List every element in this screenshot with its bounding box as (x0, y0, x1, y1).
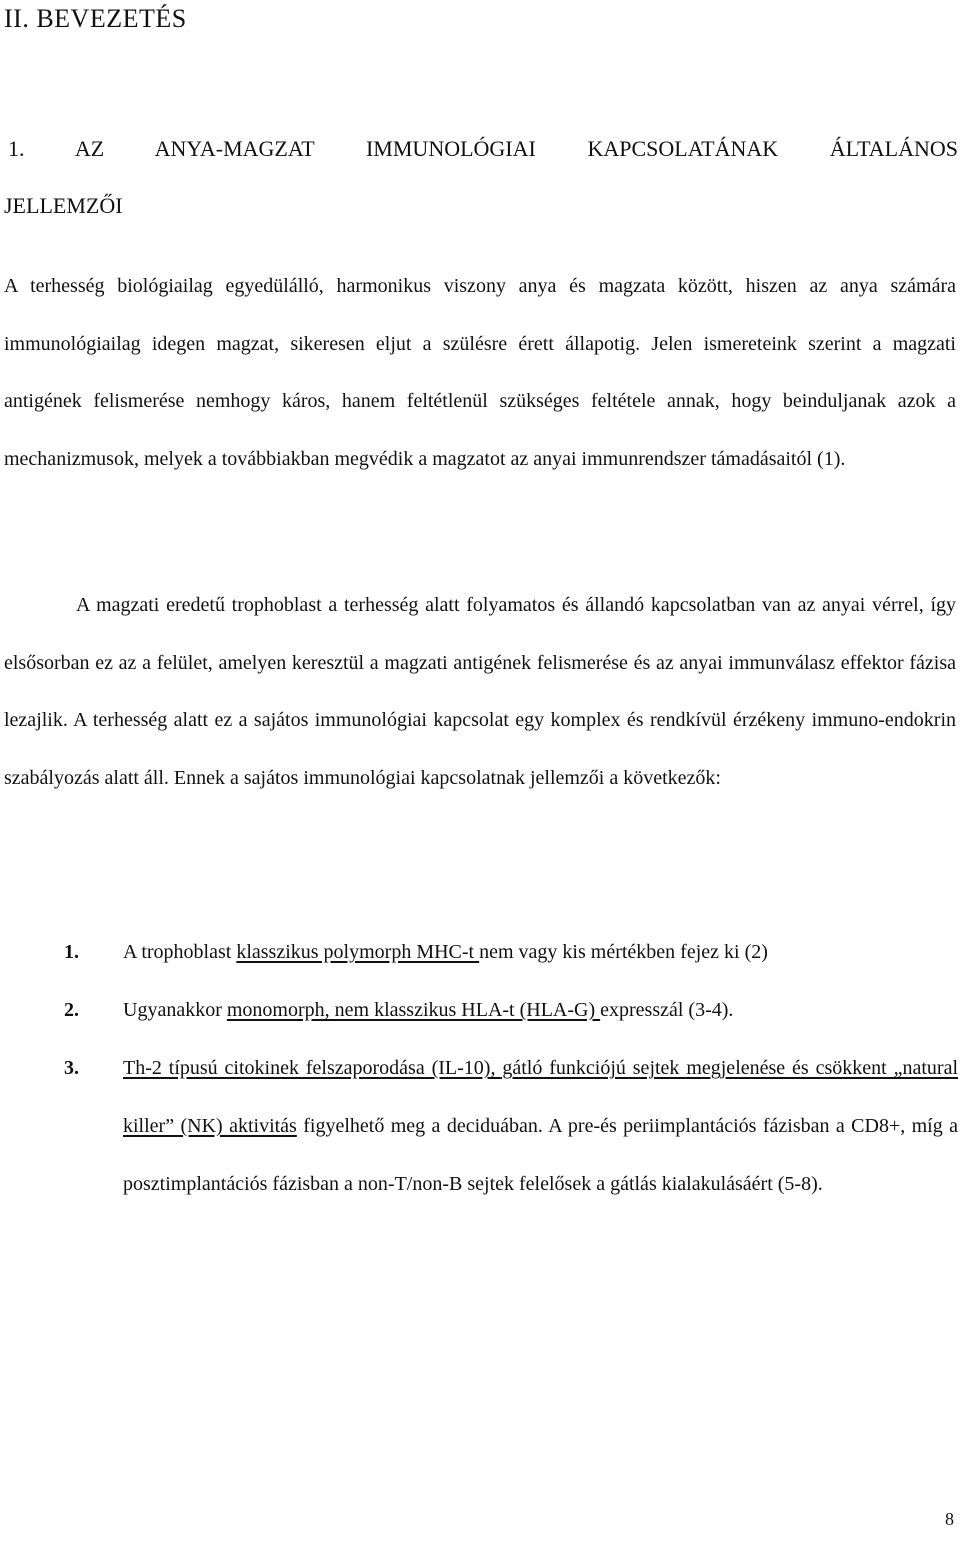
chapter-title: II. BEVEZETÉS (4, 4, 187, 33)
list-item-number: 1. (64, 941, 79, 963)
list-item-number: 2. (64, 999, 79, 1021)
list-item (0, 981, 958, 1039)
list-item-text: figyelhető meg a deciduában. A pre-és periimplantációs fázisban a CD8+, míg a posztimplantációs fázisban a non-T/non-B sejtek felelősek a gátlás kialakulásáért (5-8). (123, 1115, 959, 1195)
list-item-text: expresszál (3-4). (600, 999, 734, 1021)
section-heading-line-2: JELLEMZŐI (4, 193, 123, 218)
paragraph: A magzati eredetű trophoblast a terhesség alatt folyamatos és állandó kapcsolatban van az anyai vérrel, így elsősorban ez az a felület, amelyen keresztül a magzati antigének felismerése és az anyai immunválasz effektor fázisa lezajlik. A terhesség alatt ez a sajátos immunológiai kapcsolat egy komplex és rendkívül érzékeny immuno-endokrin szabályozás alatt áll. Ennek a sajátos immunológiai kapcsolatnak jellemzői a következők: (4, 594, 956, 789)
underlined-term: klasszikus polymorph MHC-t (236, 941, 480, 963)
underlined-term: monomorph, nem klasszikus HLA-t (HLA-G) (226, 999, 601, 1021)
list-item (0, 1039, 958, 1213)
list-item (0, 923, 958, 981)
list-item-text: Ugyanakkor (123, 999, 227, 1021)
section-heading-line-1: 1. AZ ANYA-MAGZAT IMMUNOLÓGIAI KAPCSOLATÁNAK ÁLTALÁNOS (8, 136, 958, 161)
list-item-number: 3. (64, 1057, 79, 1079)
list-item-text: nem vagy kis mértékben fejez ki (2) (479, 941, 768, 963)
section-heading (4, 120, 958, 234)
page-number: 8 (945, 1509, 954, 1529)
list-item-text: A trophoblast (123, 941, 237, 963)
numbered-list (0, 923, 958, 1213)
underlined-term: Th-2 típusú citokinek felszaporodása (IL-10), gátló funkciójú sejtek megjelenése és csökkent „natural killer” (NK) aktivitás (123, 1057, 958, 1137)
paragraph: A terhesség biológiailag egyedülálló, harmonikus viszony anya és magzata között, hiszen az anya számára immunológiailag idegen magzat, sikeresen eljut a szülésre érett állapotig. Jelen ismereteink szerint a magzati antigének felismerése nemhogy káros, hanem feltétlenül szükséges feltétele annak, hogy beinduljanak azok a mechanizmusok, melyek a továbbiakban megvédik a magzatot az anyai immunrendszer támadásaitól (1). (4, 275, 956, 470)
